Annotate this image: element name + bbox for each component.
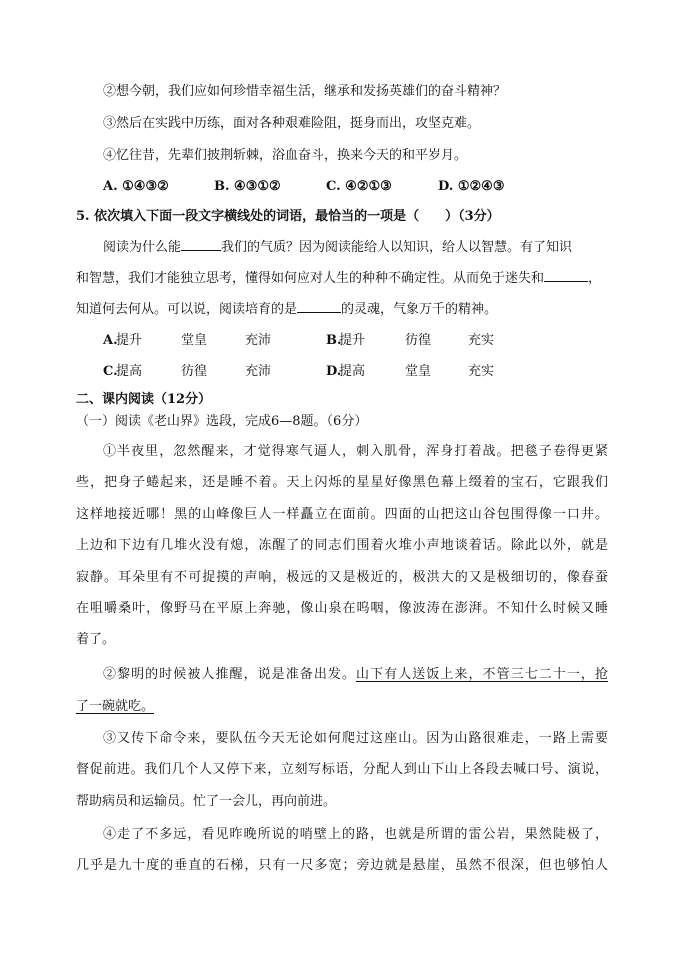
passage-p1-line: 些，把身子蜷起来，还是睡不着。天上闪烁的星星好像黑色幕上缀着的宝石，它跟我们 (76, 475, 608, 490)
q5-option-word: 彷徨 (181, 364, 208, 379)
q4-item-4: ④忆往昔，先辈们披荆斩棘，浴血奋斗，换来今天的和平岁月。 (103, 148, 468, 163)
q5-option-word: 提升 (116, 333, 143, 348)
q5-para-text: 我们的气质？因为阅读能给人以知识，给人以智慧。有了知识 (221, 240, 573, 255)
q5-option-letter: B. (326, 333, 342, 348)
q5-option-word: 彷徨 (405, 333, 432, 348)
q5-option-word: 堂皇 (405, 364, 432, 379)
section-heading: 二、课内阅读（12分） (76, 392, 212, 407)
q5-stem: 5. 依次填入下面一段文字横线处的词语，最恰当的一项是（ ）（3分） (76, 209, 500, 224)
q5-para-line-2 (76, 269, 601, 289)
q4-option-c: C. ④②①③ (326, 179, 392, 194)
q5-option-word: 提高 (339, 364, 366, 379)
passage-p1-line: 上边和下边有几堆火没有熄，冻醒了的同志们围着火堆小声地谈着话。除此以外，就是 (76, 538, 608, 553)
q4-item-3: ③然后在实践中历练，面对各种艰难险阻，挺身而出，攻坚克难。 (103, 116, 481, 131)
passage-p4-line: 几乎是九十度的垂直的石梯，只有一尺多宽；旁边就是悬崖，虽然不很深，但也够怕人 (76, 858, 608, 873)
q5-option-word: 充沛 (245, 364, 272, 379)
passage-text: ②黎明的时候被人推醒，说是准备出发。 (103, 667, 357, 682)
q5-para-line-1 (103, 238, 572, 258)
q5-para-line-3 (76, 300, 497, 320)
q5-para-text: 和智慧，我们才能独立思考，懂得如何应对人生的种种不确定性。从而免于迷失和 (76, 271, 545, 286)
q4-option-b: B. ④③①② (214, 179, 281, 194)
q5-option-word: 堂皇 (181, 333, 208, 348)
passage-p2-line (103, 665, 608, 685)
q5-option-word: 充沛 (245, 333, 272, 348)
q5-option-letter: D. (326, 364, 342, 379)
underlined-sentence: 山下有人送饭上来，不管三七二十一，抢 (356, 667, 608, 682)
q5-option-word: 充实 (468, 333, 495, 348)
q5-para-text: 的灵魂，气象万千的精神。 (341, 302, 498, 317)
passage-p1-line: 寂静。耳朵里有不可捉摸的声响，极远的又是极近的，极洪大的又是极细切的，像春蚕 (76, 570, 608, 585)
answer-blank (181, 238, 221, 251)
q5-option-letter: C. (103, 364, 118, 379)
q5-para-text: ， (588, 271, 602, 286)
q5-para-text: 阅读为什么能 (103, 240, 182, 255)
passage-p3-line: 督促前进。我们几个人又停下来，立刻写标语，分配人到山下山上各段去喊口号、演说， (76, 762, 608, 777)
passage-p1-line: 这样地接近哪！黑的山峰像巨人一样矗立在面前。四面的山把这山谷包围得像一口井。 (76, 507, 608, 522)
q4-option-d: D. ①②④③ (438, 179, 505, 194)
q4-item-2: ②想今朝，我们应如何珍惜幸福生活，继承和发扬英雄们的奋斗精神？ (103, 84, 507, 99)
passage-p1-line: 着了。 (76, 632, 116, 647)
passage-p2-line (76, 697, 608, 717)
passage-p3-line: 帮助病员和运输员。忙了一会儿，再向前进。 (76, 794, 337, 809)
answer-blank (297, 300, 341, 313)
q5-option-word: 提高 (116, 364, 143, 379)
q4-option-a: A. ①④③② (103, 179, 169, 194)
passage-p1-line: 在咀嚼桑叶，像野马在平原上奔驰，像山泉在呜咽，像波涛在澎湃。不知什么时候又睡 (76, 601, 608, 616)
q5-para-text: 知道何去何从。可以说，阅读培育的是 (76, 302, 298, 317)
q5-option-word: 充实 (468, 364, 495, 379)
q5-option-letter: A. (103, 333, 118, 348)
q5-option-word: 提升 (339, 333, 366, 348)
section-subheading: （一）阅读《老山界》选段，完成6—8题。（6分） (76, 414, 368, 429)
passage-p1-line: ①半夜里，忽然醒来，才觉得寒气逼人，刺入肌骨，浑身打着战。把毯子卷得更紧 (103, 444, 608, 459)
answer-blank (544, 269, 588, 282)
passage-p3-line: ③又传下命令来，要队伍今天无论如何爬过这座山。因为山路很难走，一路上需要 (103, 731, 608, 746)
passage-p4-line: ④走了不多远，看见昨晚所说的哨壁上的路，也就是所谓的雷公岩，果然陡极了， (103, 827, 608, 842)
underlined-sentence: 了一碗就吃。 (76, 699, 155, 714)
